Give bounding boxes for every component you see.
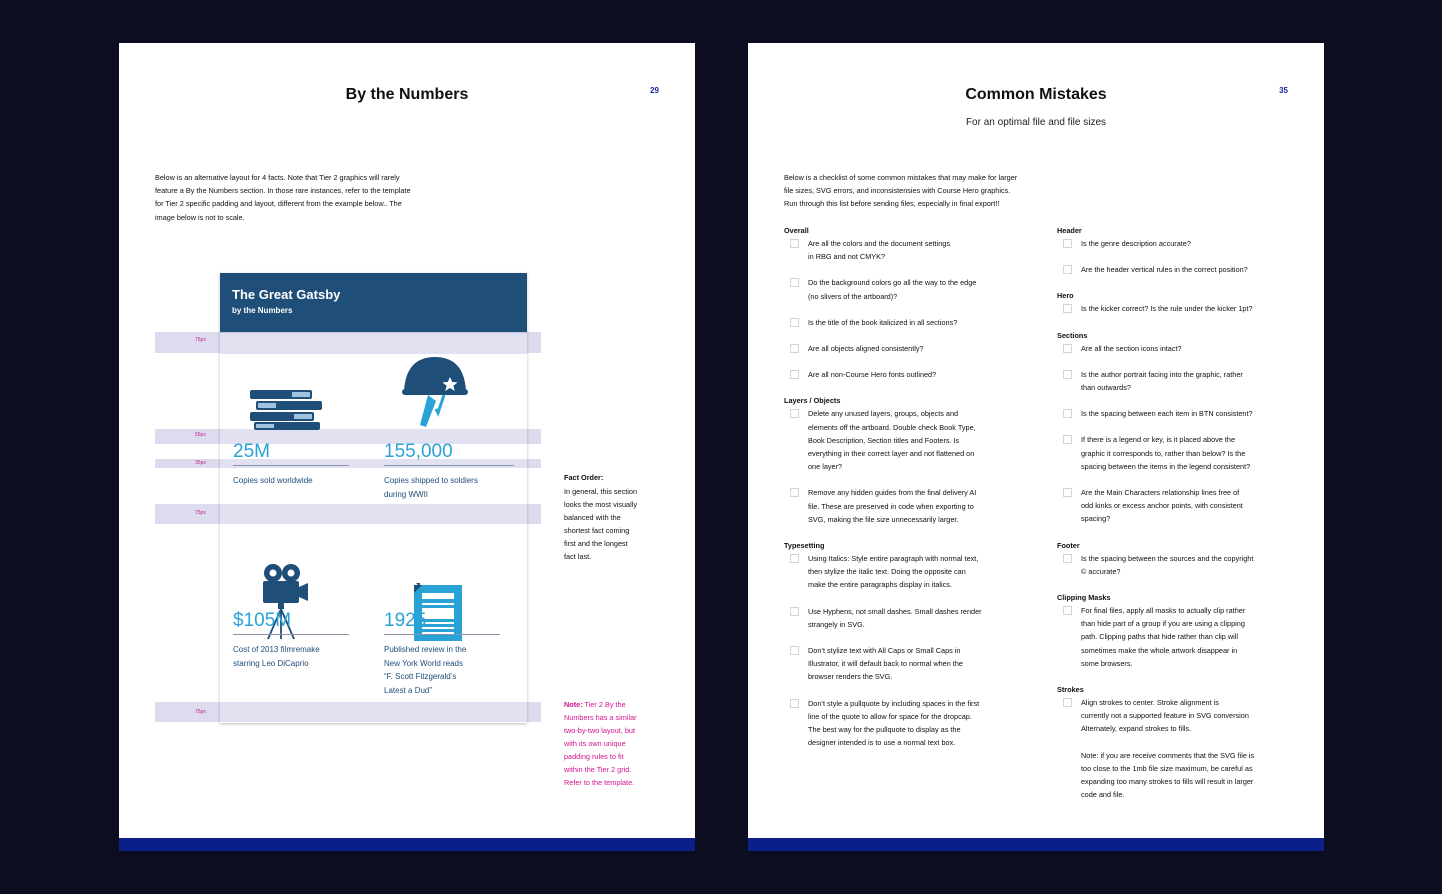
- checklist-item-line: spacing between the items in the legend consistent?: [1081, 461, 1251, 471]
- checklist-item-line: path. Clipping paths that hide rather than clip will: [1081, 632, 1238, 642]
- strokes-note-line: code and file.: [1081, 790, 1125, 800]
- checklist-item-line: Is the author portrait facing into the graphic, rather: [1081, 369, 1243, 379]
- checklist-item: [784, 368, 1034, 381]
- checklist-item-line: Illustrator, it will default back to normal when the: [808, 659, 963, 669]
- checklist-item-line: The best way for the pullquote to display as the: [808, 725, 961, 735]
- spacing-label: 35px: [195, 460, 206, 466]
- intro-line: feature a By the Numbers section. In those rare instances, refer to the template: [155, 186, 411, 196]
- page-common-mistakes: [748, 43, 1324, 851]
- fact-divider: [233, 465, 349, 466]
- checklist-item: [1057, 342, 1297, 355]
- fact-description-line: Published review in the: [384, 645, 467, 654]
- checkbox[interactable]: [790, 370, 799, 379]
- strokes-note: [1057, 749, 1297, 802]
- strokes-note-line: too close to the 1mb file size maximum, be careful as: [1081, 763, 1253, 773]
- fact-description-line: Cost of 2013 filmremake: [233, 645, 320, 654]
- intro-line: image below is not to scale.: [155, 212, 245, 222]
- fact-item: [233, 441, 353, 488]
- template-note-line: Refer to the template.: [564, 778, 635, 787]
- checklist-item-line: everything in their correct layer and not flattened on: [808, 449, 975, 459]
- spacing-label: 75px: [195, 709, 206, 715]
- checklist-item-line: Are the Main Characters relationship lines free of: [1081, 488, 1240, 498]
- checkbox[interactable]: [790, 344, 799, 353]
- checkbox[interactable]: [790, 607, 799, 616]
- checklist-item-line: Is the title of the book italicized in all sections?: [808, 317, 958, 327]
- checklist-section: [784, 224, 1034, 381]
- spacing-label: 75px: [195, 337, 206, 343]
- checklist-item: [784, 552, 1034, 592]
- checklist-item-line: designer intended is to use a normal text box.: [808, 738, 956, 748]
- checklist-item-line: Don’t stylize text with All Caps or Small Caps in: [808, 646, 961, 656]
- fact-description-line: during WWII: [384, 489, 429, 499]
- intro-line: file sizes, SVG errors, and inconsistensies with Course Hero graphics.: [784, 186, 1011, 196]
- fact-value: 155,000: [384, 441, 453, 462]
- side-note-line: fact last.: [564, 552, 592, 561]
- card-subtitle: by the Numbers: [232, 306, 293, 315]
- spacing-band: [220, 702, 527, 722]
- checkbox[interactable]: [1063, 698, 1072, 707]
- template-note-line: within the Tier 2 grid.: [564, 765, 632, 774]
- checklist-item: [1057, 552, 1297, 578]
- page-footer-bar: [748, 838, 1324, 851]
- checklist-item: [1057, 407, 1297, 420]
- section-label: Hero: [1057, 291, 1074, 301]
- checklist-item-line: Align strokes to center. Stroke alignment is: [1081, 698, 1219, 708]
- checklist-item-line: Remove any hidden guides from the final delivery AI: [808, 488, 977, 498]
- template-note: [564, 698, 664, 789]
- side-note-line: shortest fact coming: [564, 526, 630, 535]
- fact-divider: [384, 465, 514, 466]
- checklist-item: [784, 644, 1034, 684]
- checklist-item-line: then stylize the italic text. Doing the opposite can: [808, 567, 966, 577]
- checklist-section: [784, 539, 1034, 749]
- template-note-text: Tier 2 By the: [582, 700, 626, 709]
- fact-value: $105M: [233, 610, 292, 631]
- checklist-item: [1057, 486, 1297, 526]
- checkbox[interactable]: [1063, 488, 1072, 497]
- checklist-item-line: Are all objects aligned consistently?: [808, 344, 924, 354]
- fact-value: 25M: [233, 441, 270, 462]
- fact-description-line: starring Leo DiCaprio: [233, 658, 309, 668]
- checklist-item-line: © accurate?: [1081, 566, 1121, 576]
- checkbox[interactable]: [1063, 370, 1072, 379]
- checklist-item-line: one layer?: [808, 462, 843, 472]
- checklist-item-line: Use Hyphens, not small dashes. Small dashes render: [808, 606, 982, 616]
- checklist-item-line: in RBG and not CMYK?: [808, 252, 886, 262]
- checklist-item: [1057, 433, 1297, 473]
- template-note-line: with its own unique: [564, 739, 626, 748]
- checklist-section: [1057, 329, 1297, 526]
- page-footer-bar: [119, 838, 695, 851]
- checklist-section: [1057, 224, 1297, 276]
- checklist-item: [784, 697, 1034, 750]
- strokes-note-line: Note: if you are receive comments that the SVG file is: [1081, 750, 1255, 760]
- checklist-item-line: Delete any unused layers, groups, objects and: [808, 409, 959, 419]
- checklist-section: [1057, 683, 1297, 801]
- checklist-item: [1057, 263, 1297, 276]
- spacing-band: [220, 332, 527, 354]
- checklist-item: [784, 342, 1034, 355]
- checklist-item-line: Is the spacing between each item in BTN consistent?: [1081, 409, 1253, 419]
- fact-value: 1925: [384, 610, 427, 631]
- side-note-line: balanced with the: [564, 513, 621, 522]
- checklist-item: [784, 316, 1034, 329]
- checklist-item-line: Alternately, expand strokes to fills.: [1081, 724, 1192, 734]
- section-label: Layers / Objects: [784, 396, 841, 406]
- checklist-item-line: Don’t style a pullquote by including spaces in the first: [808, 698, 980, 708]
- checkbox[interactable]: [1063, 409, 1072, 418]
- page-title: By the Numbers: [345, 86, 469, 103]
- intro-line: Run through this list before sending files, especially in final export!!: [784, 199, 1000, 209]
- side-note-title: Fact Order:: [564, 473, 604, 482]
- intro-line: for Tier 2 specific padding and layout, different from the example below.. The: [155, 199, 402, 209]
- checklist-item: [784, 605, 1034, 631]
- template-note-line: Numbers has a similar: [564, 713, 637, 722]
- checkbox[interactable]: [790, 239, 799, 248]
- checklist-item-line: than hide part of a group if you are using a clipping: [1081, 619, 1245, 629]
- spacing-label: 75px: [195, 510, 206, 516]
- checklist-item: [784, 237, 1034, 263]
- checklist-section: [1057, 539, 1297, 578]
- checklist-item-line: sometimes make the whole artwork disappear in: [1081, 645, 1238, 655]
- fact-item: [384, 610, 504, 697]
- section-label: Header: [1057, 226, 1082, 235]
- checklist-item-line: Are all non-Course Hero fonts outlined?: [808, 370, 937, 380]
- checklist-item-line: If there is a legend or key, is it placed above the: [1081, 435, 1236, 445]
- intro-line: Below is an alternative layout for 4 facts. Note that Tier 2 graphics will rarely: [155, 173, 400, 182]
- section-label: Sections: [1057, 330, 1088, 340]
- fact-item: [233, 610, 353, 670]
- fact-divider: [384, 634, 500, 635]
- checklist-section: [1057, 591, 1297, 670]
- checklist-item-line: some browsers.: [1081, 658, 1133, 668]
- checklist-column-left: [784, 224, 1034, 749]
- checkbox[interactable]: [1063, 344, 1072, 353]
- checklist-item: [784, 486, 1034, 526]
- checklist-item-line: Using Italics: Style entire paragraph with normal text,: [808, 554, 979, 564]
- fact-description: [384, 643, 504, 697]
- intro-line: Below is a checklist of some common mistakes that may make for larger: [784, 173, 1018, 182]
- section-label: Footer: [1057, 540, 1080, 550]
- fact-description-line: New York World reads: [384, 658, 463, 668]
- checkbox[interactable]: [1063, 265, 1072, 274]
- checklist-item-line: odd kinks or excess anchor points, with consistent: [1081, 501, 1243, 511]
- checklist-item: [1057, 696, 1297, 736]
- page-by-the-numbers: [119, 43, 695, 851]
- fact-description: [233, 474, 353, 488]
- template-note-lead: Note:: [564, 700, 583, 709]
- checklist-item: [784, 276, 1034, 302]
- spacing-label: 55px: [195, 432, 206, 438]
- checklist-item-line: than outwards?: [1081, 383, 1131, 393]
- checkbox[interactable]: [790, 699, 799, 708]
- checkbox[interactable]: [790, 488, 799, 497]
- spacing-band: [220, 504, 527, 524]
- fact-description: [384, 474, 504, 501]
- page-subtitle: For an optimal file and file sizes: [965, 117, 1107, 128]
- strokes-note-line: expanding too many strokes to fills will result in larger: [1081, 777, 1254, 787]
- fact-item: [384, 441, 504, 501]
- section-label: Typesetting: [784, 541, 825, 551]
- stack-of-books-icon: [248, 388, 324, 431]
- soldier-helmet-icon: [400, 353, 470, 433]
- checkbox[interactable]: [1063, 304, 1072, 313]
- checklist-item-line: Are all the colors and the document settings: [808, 239, 950, 248]
- fact-divider: [233, 634, 349, 635]
- checklist-item-line: (no slivers of the artboard)?: [808, 291, 898, 301]
- template-note-line: [564, 698, 664, 711]
- template-note-line: two-by-two layout, but: [564, 726, 635, 735]
- checklist-item-line: elements off the artboard. Double check Book Type,: [808, 422, 976, 432]
- checklist-item: [1057, 604, 1297, 670]
- checklist-item-line: strangely in SVG.: [808, 619, 865, 629]
- fact-description-line: Latest a Dud”: [384, 685, 433, 695]
- fact-description: [233, 643, 353, 670]
- card-header: [220, 273, 527, 333]
- checklist-item-line: For final files, apply all masks to actually clip rather: [1081, 606, 1246, 616]
- checklist-item: [784, 407, 1034, 473]
- checkbox[interactable]: [790, 646, 799, 655]
- checkbox[interactable]: [1063, 239, 1072, 248]
- fact-description-line: “F. Scott Fitzgerald’s: [384, 672, 457, 681]
- fact-description-line: Copies sold worldwide: [233, 476, 313, 485]
- checkbox[interactable]: [1063, 606, 1072, 615]
- checklist-item-line: Is the kicker correct? Is the rule under the kicker 1pt?: [1081, 304, 1253, 314]
- checklist-item-line: spacing?: [1081, 514, 1111, 524]
- checkbox[interactable]: [790, 409, 799, 418]
- side-note-line: In general, this section: [564, 487, 638, 496]
- page-number: 35: [1279, 86, 1288, 95]
- checklist-item: [1057, 237, 1297, 250]
- checklist-column-right: [1057, 224, 1297, 801]
- checklist-item: [1057, 302, 1297, 315]
- checklist-item-line: Are all the section icons intact?: [1081, 343, 1182, 353]
- checklist-item-line: line of the quote to allow for space for the dropcap.: [808, 711, 972, 721]
- checklist-item-line: Is the genre description accurate?: [1081, 239, 1191, 248]
- checklist-section: [784, 394, 1034, 526]
- fact-description-line: Copies shipped to soldiers: [384, 476, 478, 485]
- section-label: Overall: [784, 226, 809, 235]
- page-title: Common Mistakes: [965, 86, 1107, 103]
- checklist-item-line: SVG, making the file size unnecessarily larger.: [808, 514, 959, 524]
- section-label: Strokes: [1057, 685, 1084, 695]
- checklist-item-line: file. These are preserved in code when exporting to: [808, 501, 974, 511]
- checklist-item-line: Do the background colors go all the way to the edge: [808, 278, 977, 288]
- checklist-item-line: Are the header vertical rules in the correct position?: [1081, 265, 1248, 275]
- side-note-line: first and the longest: [564, 539, 628, 548]
- checklist-item-line: Is the spacing between the sources and the copyright: [1081, 553, 1254, 563]
- checkbox[interactable]: [1063, 554, 1072, 563]
- section-label: Clipping Masks: [1057, 593, 1111, 603]
- checklist-item-line: currently not a supported feature in SVG conversion: [1081, 711, 1249, 721]
- checkbox[interactable]: [790, 318, 799, 327]
- side-note: [564, 485, 664, 563]
- checklist-section: [1057, 289, 1297, 315]
- checklist-item-line: Book Description, Section titles and Footers. Is: [808, 435, 960, 445]
- checklist-item: [1057, 368, 1297, 394]
- checklist-item-line: browser renders the SVG.: [808, 672, 893, 682]
- checklist-item-line: graphic it corresponds to, rather than below? Is the: [1081, 448, 1246, 458]
- side-note-line: looks the most visually: [564, 500, 637, 509]
- page-number: 29: [650, 86, 659, 95]
- template-note-line: padding rules to fit: [564, 752, 624, 761]
- card-title: The Great Gatsby: [232, 287, 341, 302]
- intro-paragraph: [784, 171, 1094, 211]
- checkbox[interactable]: [790, 278, 799, 287]
- checklist-item-line: make the entire paragraphs display in italics.: [808, 580, 952, 590]
- infographic-card: [220, 273, 527, 723]
- checkbox[interactable]: [790, 554, 799, 563]
- checkbox[interactable]: [1063, 435, 1072, 444]
